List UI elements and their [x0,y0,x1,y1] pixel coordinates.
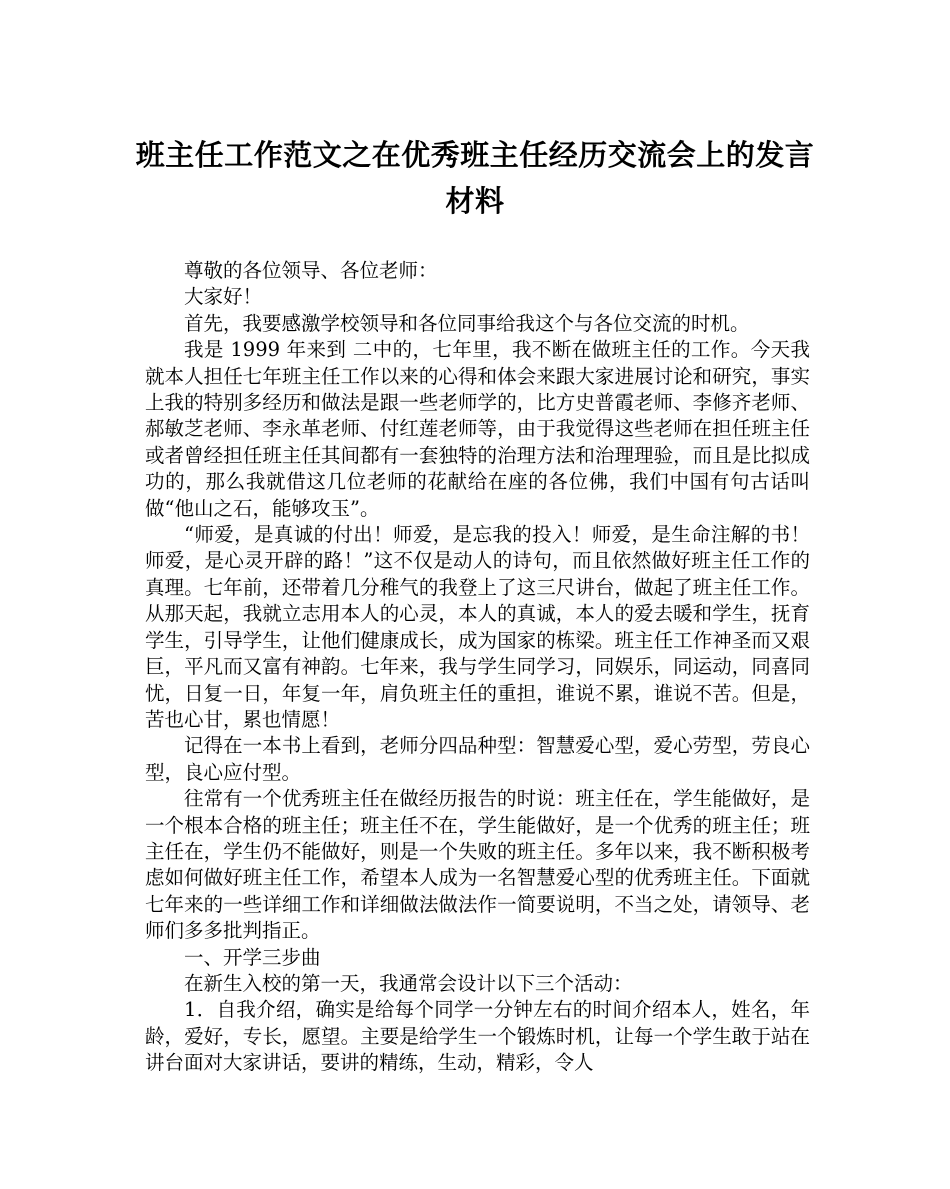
paragraph-teacher-types: 记得在一本书上看到，老师分四品种型：智慧爱心型，爱心劳型，劳良心型，良心应付型。 [145,734,810,784]
document-title: 班主任工作范文之在优秀班主任经历交流会上的发言材料 [135,138,815,218]
paragraph-first-day: 在新生入校的第一天，我通常会设计以下三个活动： [184,971,633,995]
paragraph-salutation: 尊敬的各位领导、各位老师： [184,259,438,282]
document-body [145,258,810,1077]
section-heading: 一、开学三步曲 [184,945,321,969]
paragraph-teacher-love: “师爱，是真诚的付出！师爱，是忘我的投入！师爱，是生命注解的书！师爱，是心灵开辟的路！”这不仅是动人的诗句，而且依然做好班主任工作的真理。七年前，还带着几分稚气的我登上了这三尺讲台，做起了班主任工作。从那天起，我就立志用本人的心灵，本人的真诚，本人的爱去暖和学生，抚育学生，引导学生，让他们健康成长，成为国家的栋梁。班主任工作神圣而又艰巨，平凡而又富有神韵。七年来，我与学生同学习，同娱乐，同运动，同喜同忧，日复一日，年复一年，肩负班主任的重担，谁说不累，谁说不苦。但是，苦也心甘，累也情愿！ [145,523,810,731]
paragraph-greeting: 大家好！ [184,285,263,309]
paragraph-introduction: 我是 1999 年来到 二中的，七年里，我不断在做班主任的工作。今天我就本人担任七年班主任工作以来的心得和体会来跟大家进展讨论和研究，事实上我的特别多经历和做法是跟一些老师学的，比方史普霞老师、李修齐老师、郝敏芝老师、李永革老师、付红莲老师等，由于我觉得这些老师在担任班主任或者曾经担任班主任其间都有一套独特的治理方法和治理理验，而且是比拟成功的，那么我就借这几位老师的花献给在座的各位佛，我们中国有句古话叫做“他山之石，能够攻玉”。 [145,338,810,520]
paragraph-experience-report: 往常有一个优秀班主任在做经历报告的时说：班主任在，学生能做好，是一个根本合格的班主任；班主任不在，学生能做好，是一个优秀的班主任；班主任在，学生仍不能做好，则是一个失败的班主任。多年以来，我不断积极考虑如何做好班主任工作，希望本人成为一名智慧爱心型的优秀班主任。下面就七年来的一些详细工作和详细做法做法作一简要说明，不当之处，请领导、老师们多多批判指正。 [145,787,810,943]
paragraph-self-introduction: 1．自我介绍，确实是给每个同学一分钟左右的时间介绍本人，姓名，年龄，爱好，专长，愿望。主要是给学生一个锻炼时机，让每一个学生敢于站在讲台面对大家讲话，要讲的精练，生动，精彩，令人 [145,998,810,1075]
paragraph-thanks: 首先，我要感激学校领导和各位同事给我这个与各位交流的时机。 [184,311,750,335]
